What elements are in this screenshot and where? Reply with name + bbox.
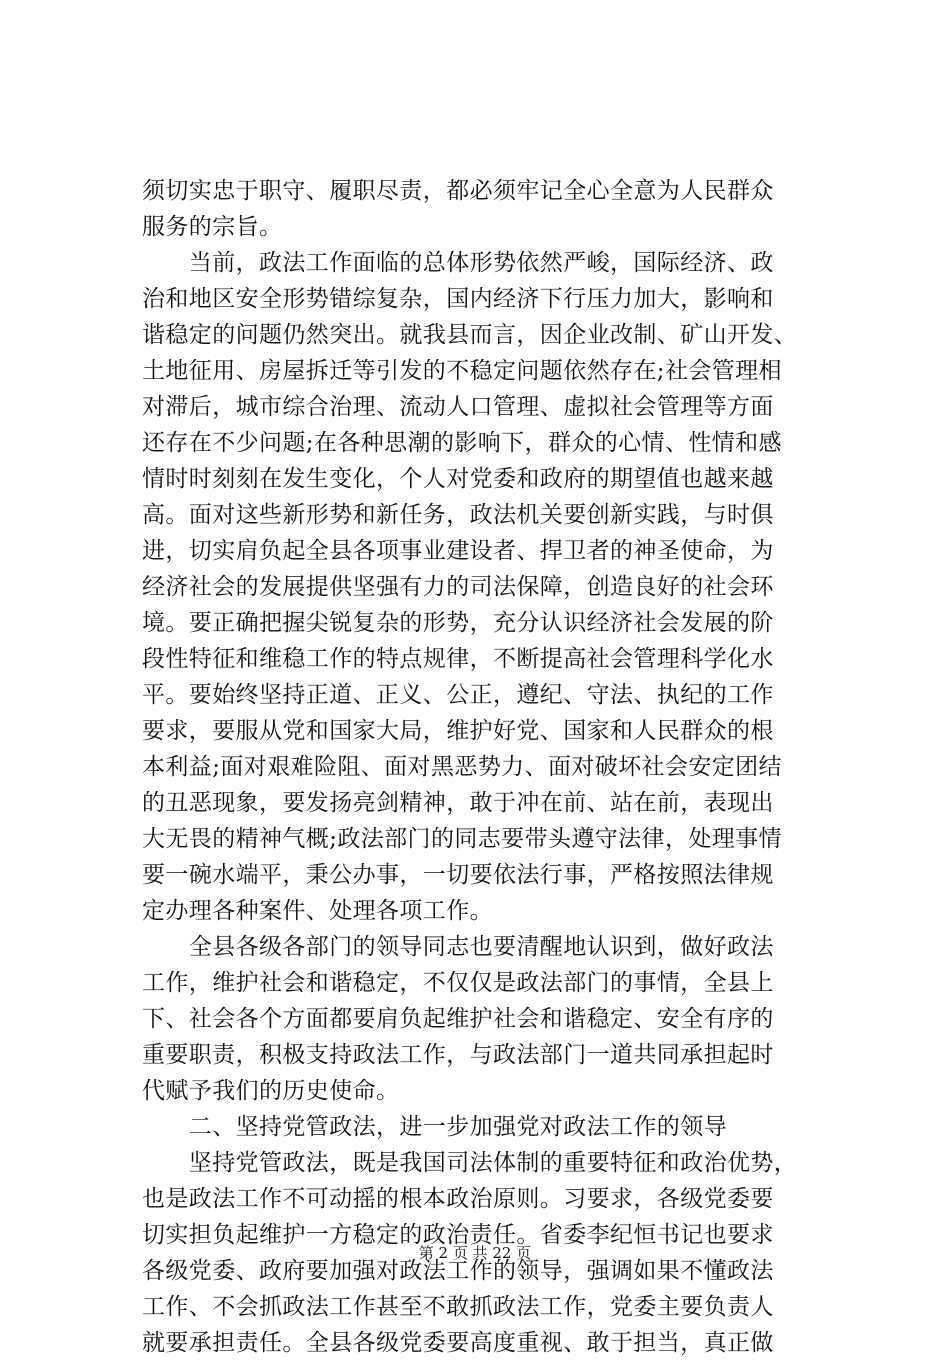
text-line: 本利益;面对艰难险阻、面对黑恶势力、面对破坏社会安定团结 — [142, 754, 782, 780]
text-line: 代赋予我们的历史使命。 — [142, 1078, 400, 1104]
text-line: 境。要正确把握尖锐复杂的形势，充分认识经济社会发展的阶 — [142, 610, 774, 636]
text-line: 治和地区安全形势错综复杂，国内经济下行压力加大，影响和 — [142, 286, 774, 312]
text-line: 土地征用、房屋拆迁等引发的不稳定问题依然存在;社会管理相 — [142, 358, 782, 384]
text-line: 切实担负起维护一方稳定的政治责任。省委李纪恒书记也要求 — [142, 1222, 774, 1248]
text-line: 各级党委、政府要加强对政法工作的领导，强调如果不懂政法 — [142, 1258, 774, 1284]
text-line: 也是政法工作不可动摇的根本政治原则。习要求，各级党委要 — [142, 1186, 774, 1212]
text-line: 对滞后，城市综合治理、流动人口管理、虚拟社会管理等方面 — [142, 394, 774, 420]
text-line: 全县各级各部门的领导同志也要清醒地认识到，做好政法 — [142, 934, 774, 960]
text-line: 须切实忠于职守、履职尽责，都必须牢记全心全意为人民群众 — [142, 178, 774, 204]
text-line: 平。要始终坚持正道、正义、公正，遵纪、守法、执纪的工作 — [142, 682, 774, 708]
text-line: 工作，维护社会和谐稳定，不仅仅是政法部门的事情，全县上 — [142, 970, 774, 996]
text-line: 坚持党管政法，既是我国司法体制的重要特征和政治优势， — [142, 1150, 798, 1176]
text-line: 重要职责，积极支持政法工作，与政法部门一道共同承担起时 — [142, 1042, 774, 1068]
text-line: 大无畏的精神气概;政法部门的同志要带头遵守法律，处理事情 — [142, 826, 782, 852]
text-line: 还存在不少问题;在各种思潮的影响下，群众的心情、性情和感 — [142, 430, 782, 456]
page-number-footer: 第 2 页 共 22 页 — [418, 1244, 532, 1262]
text-line: 要求，要服从党和国家大局，维护好党、国家和人民群众的根 — [142, 718, 774, 744]
text-line: 情时时刻刻在发生变化，个人对党委和政府的期望值也越来越 — [142, 466, 774, 492]
body-text — [142, 173, 830, 1361]
text-line: 工作、不会抓政法工作甚至不敢抓政法工作，党委主要负责人 — [142, 1294, 774, 1320]
text-line: 下、社会各个方面都要肩负起维护社会和谐稳定、安全有序的 — [142, 1006, 774, 1032]
text-line: 谐稳定的问题仍然突出。就我县而言，因企业改制、矿山开发、 — [142, 322, 798, 348]
text-line: 要一碗水端平，秉公办事，一切要依法行事，严格按照法律规 — [142, 862, 774, 888]
text-line: 服务的宗旨。 — [142, 214, 283, 240]
text-line: 高。面对这些新形势和新任务，政法机关要创新实践，与时俱 — [142, 502, 774, 528]
text-line: 当前，政法工作面临的总体形势依然严峻，国际经济、政 — [142, 250, 774, 276]
text-line: 经济社会的发展提供坚强有力的司法保障，创造良好的社会环 — [142, 574, 774, 600]
text-line: 定办理各种案件、处理各项工作。 — [142, 898, 493, 924]
text-line: 的丑恶现象，要发扬亮剑精神，敢于冲在前、站在前，表现出 — [142, 790, 774, 816]
text-line: 进，切实肩负起全县各项事业建设者、捍卫者的神圣使命，为 — [142, 538, 774, 564]
text-line: 段性特征和维稳工作的特点规律，不断提高社会管理科学化水 — [142, 646, 774, 672]
text-line: 二、坚持党管政法，进一步加强党对政法工作的领导 — [142, 1114, 727, 1140]
text-line: 就要承担责任。全县各级党委要高度重视、敢于担当，真正做 — [142, 1330, 774, 1356]
